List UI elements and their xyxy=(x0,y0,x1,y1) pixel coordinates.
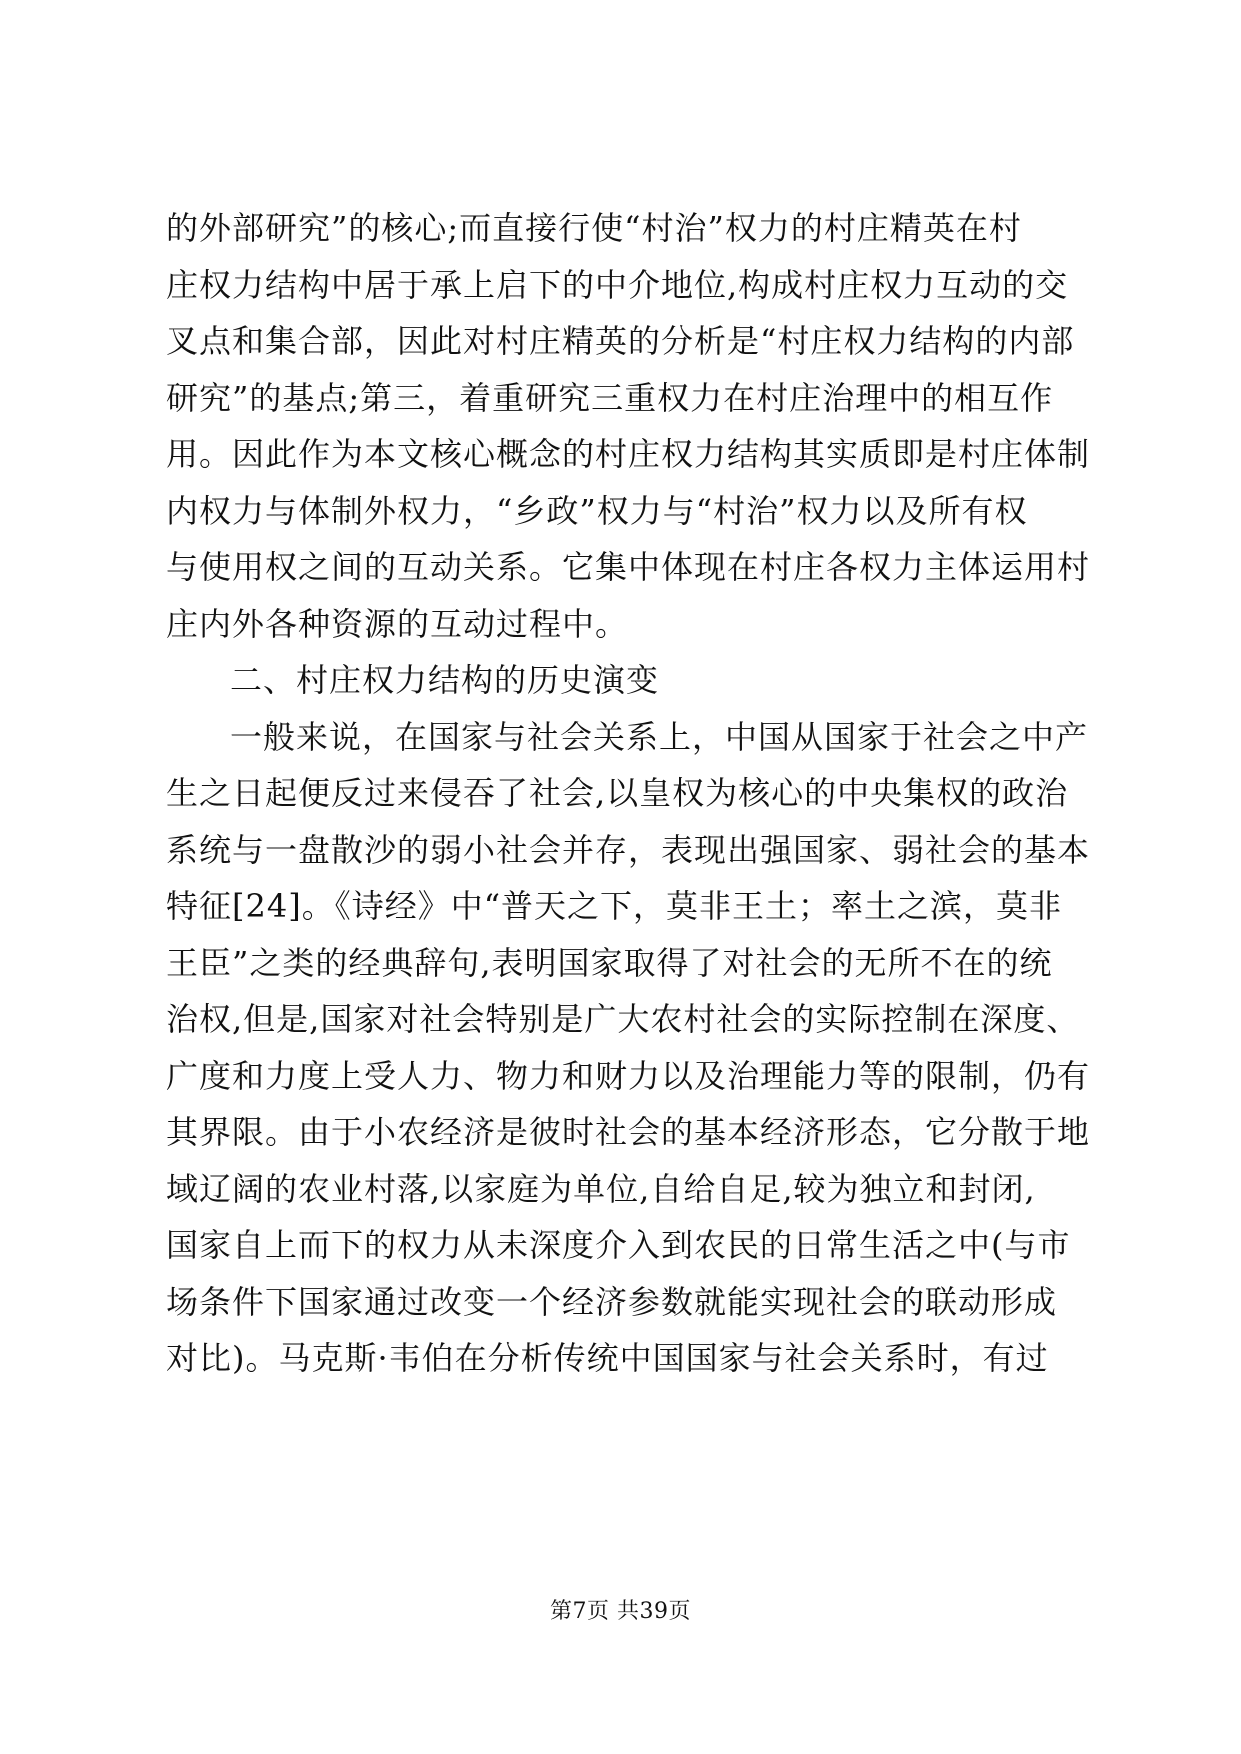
text-line: 域辽阔的农业村落,以家庭为单位,自给自足,较为独立和封闭, xyxy=(166,1169,1036,1208)
text-line: 治权,但是,国家对社会特别是广大农村社会的实际控制在深度、 xyxy=(166,1000,1080,1038)
text-line: 场条件下国家通过改变一个经济参数就能实现社会的联动形成 xyxy=(166,1282,1058,1321)
text-line: 的外部研究”的核心;而直接行使“村治”权力的村庄精英在村 xyxy=(166,209,1022,247)
text-line: 研究”的基点;第三，着重研究三重权力在村庄治理中的相互作 xyxy=(166,378,1054,417)
text-line: 系统与一盘散沙的弱小社会并存，表现出强国家、弱社会的基本 xyxy=(166,830,1091,869)
text-line: 与使用权之间的互动关系。它集中体现在村庄各权力主体运用村 xyxy=(166,548,1091,586)
text-line: 生之日起便反过来侵吞了社会,以皇权为核心的中央集权的政治 xyxy=(166,774,1069,812)
text-line: 国家自上而下的权力从未深度介入到农民的日常生活之中(与市 xyxy=(166,1226,1071,1264)
text-line: 特征[24]。《诗经》中“普天之下，莫非王土；率土之滨，莫非 xyxy=(166,887,1063,925)
text-line: 王臣”之类的经典辞句,表明国家取得了对社会的无所不在的统 xyxy=(166,943,1053,982)
text-line: 一般来说，在国家与社会关系上，中国从国家于社会之中产 xyxy=(230,717,1089,756)
page-number-footer: 第7页 共39页 xyxy=(550,1599,691,1624)
text-line: 庄内外各种资源的互动过程中。 xyxy=(166,604,629,643)
text-line: 用。因此作为本文核心概念的村庄权力结构其实质即是村庄体制 xyxy=(166,435,1091,473)
text-line: 庄权力结构中居于承上启下的中介地位,构成村庄权力互动的交 xyxy=(166,265,1069,304)
text-line: 对比)。马克斯·韦伯在分析传统中国国家与社会关系时，有过 xyxy=(166,1339,1049,1377)
section-heading: 二、村庄权力结构的历史演变 xyxy=(230,661,660,699)
text-line: 其界限。由于小农经济是彼时社会的基本经济形态，它分散于地 xyxy=(166,1113,1091,1151)
text-line: 叉点和集合部，因此对村庄精英的分析是“村庄权力结构的内部 xyxy=(166,322,1075,360)
body-text xyxy=(166,200,1091,1387)
text-line: 广度和力度上受人力、物力和财力以及治理能力等的限制，仍有 xyxy=(166,1056,1091,1095)
text-line: 内权力与体制外权力，“乡政”权力与“村治”权力以及所有权 xyxy=(166,491,1028,530)
